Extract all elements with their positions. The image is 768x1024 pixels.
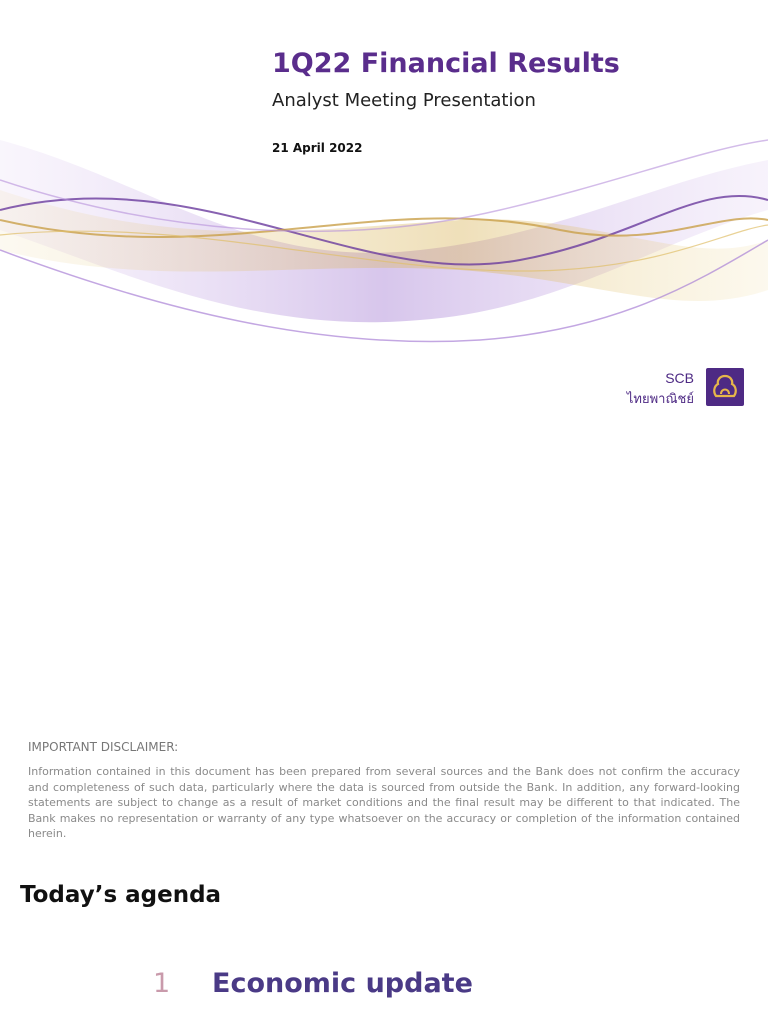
logo-name-en: SCB [665,370,694,386]
presentation-date: 21 April 2022 [272,141,363,155]
disclaimer-text: Information contained in this document has been prepared from several sources and the Bank does not confirm the accuracy and completeness of such data, particularly where the data is sourced from outside the Bank. In addition, any forward-looking statements are subject to change as a result of market conditions and the final result may be different to that indicated. The Bank makes no representation or warranty of any type whatsoever on the accuracy or completion of the information contained herein. [28,765,740,840]
decorative-wave-ribbon [0,120,768,370]
page-subtitle: Analyst Meeting Presentation [272,90,536,111]
agenda-title: Today’s agenda [20,882,222,908]
scb-emblem-icon [706,368,744,406]
page-title: 1Q22 Financial Results [272,48,620,79]
scb-logo [620,368,746,408]
disclaimer-heading: IMPORTANT DISCLAIMER: [28,740,179,754]
logo-name-th: ไทยพาณิชย์ [626,392,694,407]
agenda-item-economic-update: Economic update [212,968,473,999]
agenda-item-number: 1 [153,968,171,999]
